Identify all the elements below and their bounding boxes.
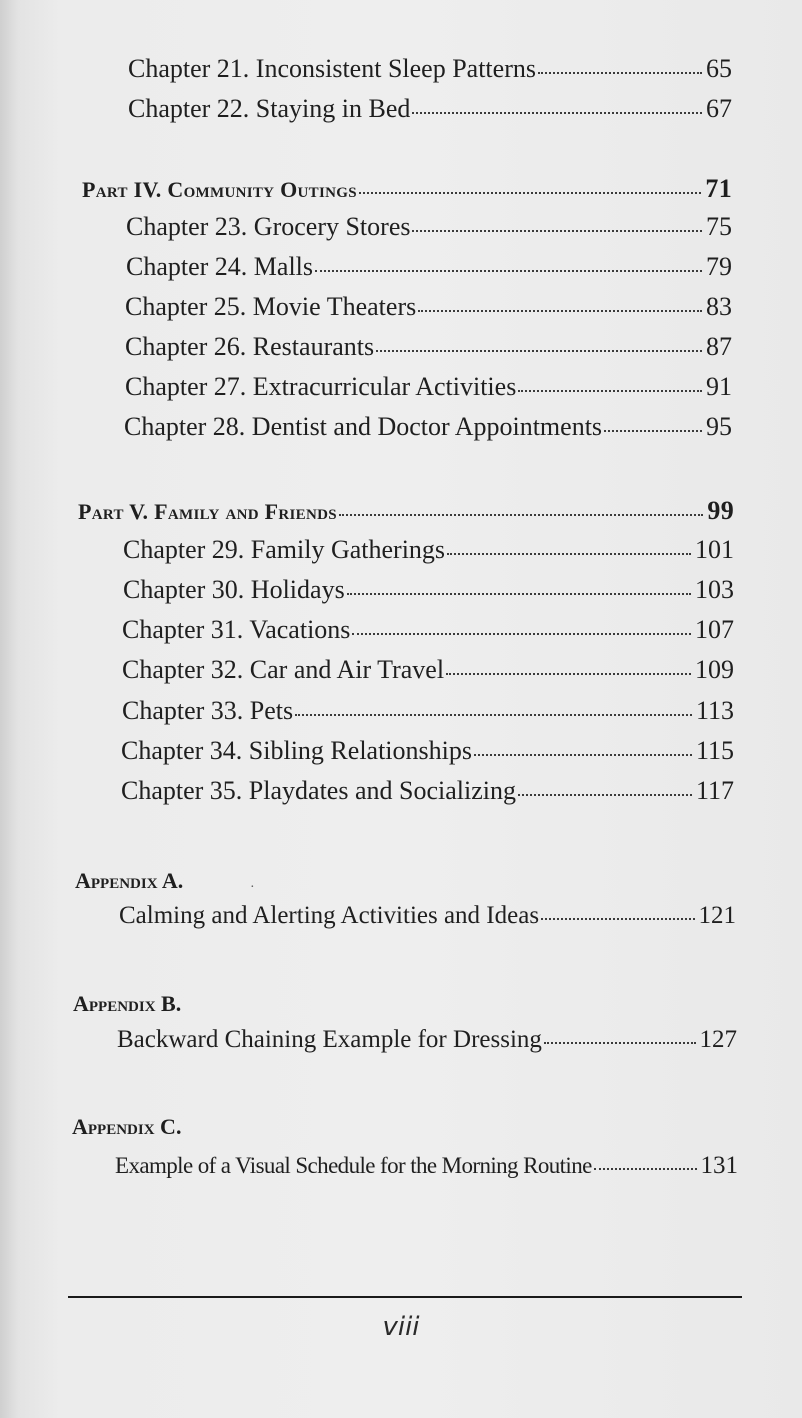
page-number: viii [382,1312,420,1342]
appendix-c-heading: Appendix C. [72,1114,182,1139]
dot-leader [352,633,691,635]
appendix-b-heading: Appendix B. [73,991,182,1016]
entry-label: Chapter 31. Vacations [122,615,351,644]
toc-entry-appendix-b [117,1027,737,1052]
dot-leader [544,1042,696,1044]
toc-entry-chapter-30 [123,577,734,603]
toc-entry-chapter-29 [123,537,734,563]
entry-label: Chapter 25. Movie Theaters [125,292,417,321]
stray-mark: · [250,880,255,895]
entry-page: 131 [700,1152,738,1179]
entry-label: Chapter 27. Extracurricular Activities [125,372,517,401]
entry-page: 67 [706,94,732,123]
dot-leader [474,754,692,756]
toc-entry-chapter-21 [128,56,732,82]
appendix-a-heading: Appendix A. [75,868,184,893]
entry-label: Chapter 24. Malls [126,252,314,281]
entry-label: Chapter 29. Family Gatherings [123,535,446,564]
entry-label: Chapter 21. Inconsistent Sleep Patterns [128,54,536,83]
dot-leader [295,714,692,716]
entry-label: Chapter 33. Pets [122,696,294,725]
entry-page: 91 [706,372,732,401]
entry-page: 113 [695,696,734,725]
entry-label: Chapter 32. Car and Air Travel [122,655,445,684]
toc-entry-chapter-27 [125,374,732,400]
entry-page: 115 [695,736,734,765]
dot-leader [412,112,702,114]
dot-leader [604,430,702,432]
dot-leader [412,230,702,232]
entry-label: Example of a Visual Schedule for the Morning Routine [115,1153,592,1178]
entry-page: 83 [706,292,732,321]
toc-entry-chapter-24 [126,254,732,280]
dot-leader [418,310,702,312]
part-label: Part V. Family and Friends [78,499,337,524]
entry-page: 103 [695,575,734,604]
toc-part-5 [78,498,734,524]
entry-page: 79 [706,252,732,281]
part-label: Part IV. Community Outings [82,177,357,202]
toc-entry-chapter-33 [122,698,734,724]
entry-label: Chapter 22. Staying in Bed [128,94,411,123]
entry-label: Calming and Alerting Activities and Ideas [119,902,540,929]
dot-leader [447,553,691,555]
entry-label: Chapter 35. Playdates and Socializing [121,776,516,805]
toc-entry-chapter-34 [121,738,734,764]
dot-leader [315,270,702,272]
entry-page: 127 [699,1026,737,1053]
toc-entry-chapter-31 [122,617,734,643]
toc-entry-appendix-c [115,1153,738,1178]
dot-leader [347,593,691,595]
dot-leader [594,1168,697,1170]
dot-leader [541,918,694,920]
toc-part-4 [82,176,732,202]
dot-leader [376,350,702,352]
entry-page: 75 [706,212,732,241]
entry-page: 65 [706,54,732,83]
toc-entry-chapter-22 [128,96,732,122]
dot-leader [538,72,702,74]
entry-label: Chapter 23. Grocery Stores [126,212,411,241]
toc-entry-appendix-a [119,903,736,928]
toc-entry-chapter-35 [121,778,734,804]
entry-label: Chapter 34. Sibling Relationships [121,736,472,765]
entry-label: Chapter 30. Holidays [123,575,345,604]
part-page: 99 [707,496,734,525]
toc-entry-chapter-25 [125,294,732,320]
entry-label: Chapter 26. Restaurants [125,332,375,361]
toc-entry-chapter-23 [126,214,732,240]
dot-leader [518,794,692,796]
entry-page: 101 [695,535,734,564]
entry-label: Chapter 28. Dentist and Doctor Appointments [124,412,603,441]
entry-page: 107 [695,615,734,644]
dot-leader [359,192,702,194]
entry-label: Backward Chaining Example for Dressing [117,1026,542,1053]
toc-entry-chapter-32 [122,657,734,683]
entry-page: 87 [706,332,732,361]
entry-page: 121 [698,902,736,929]
entry-page: 109 [695,655,734,684]
entry-page: 117 [695,776,734,805]
dot-leader [339,514,704,516]
dot-leader [446,673,691,675]
dot-leader [518,390,702,392]
part-page: 71 [705,174,732,203]
toc-entry-chapter-26 [125,334,732,360]
toc-entry-chapter-28 [124,414,732,440]
entry-page: 95 [706,412,732,441]
footer-rule [68,1296,742,1298]
